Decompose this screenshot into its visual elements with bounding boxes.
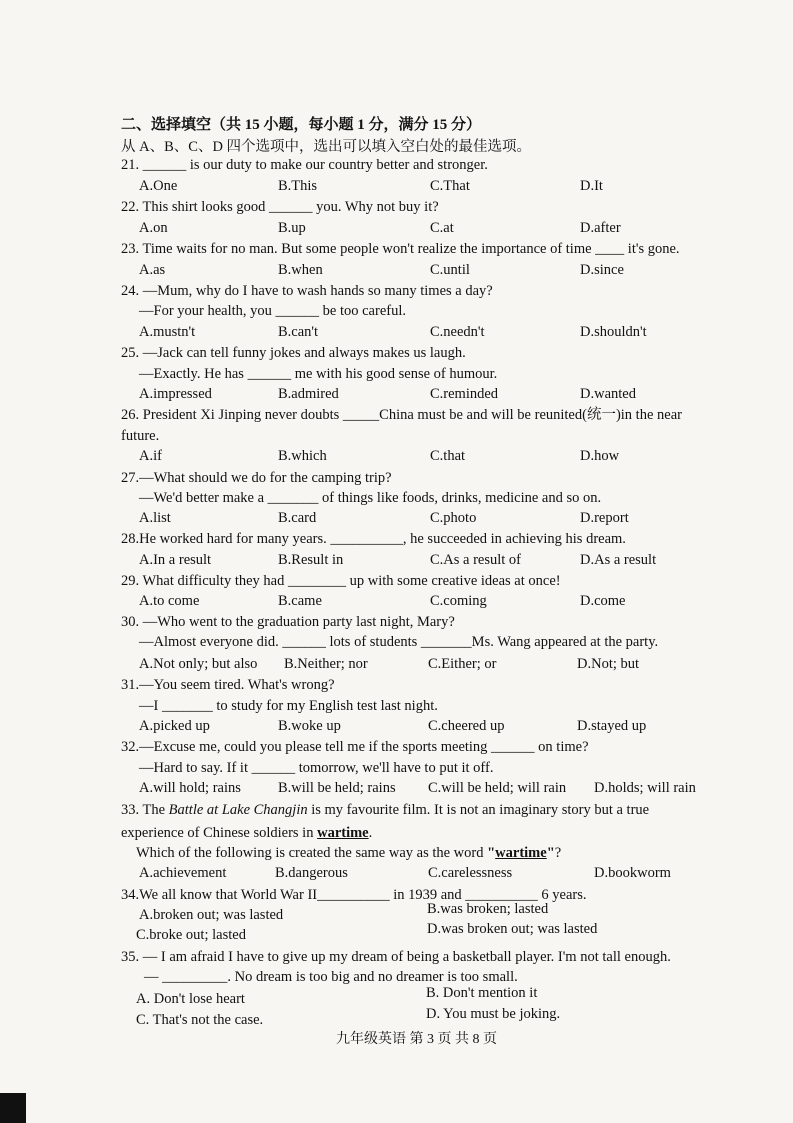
option-c: C.until — [430, 262, 470, 278]
option-a: A.on — [139, 220, 168, 236]
option-d: D.stayed up — [577, 718, 647, 734]
option-d: D.was broken out; was lasted — [427, 921, 598, 937]
option-a: A.One — [139, 178, 178, 194]
option-c: C.that — [430, 448, 466, 464]
option-d: D.come — [580, 593, 626, 609]
option-d: D.after — [580, 220, 621, 236]
option-b: B.Result in — [278, 552, 344, 568]
question-31-reply: —I _______ to study for my English test last night. — [139, 698, 438, 714]
section-instruction: 从 A、B、C、D 四个选项中，选出可以填入空白处的最佳选项。 — [121, 139, 532, 155]
option-c: C.needn't — [430, 324, 485, 340]
page-footer: 九年级英语 第 3 页 共 8 页 — [336, 1032, 497, 1047]
question-24: 24. —Mum, why do I have to wash hands so many times a day? — [121, 283, 493, 299]
option-d: D.report — [580, 510, 629, 526]
highlight-word: wartime — [317, 825, 369, 841]
question-22: 22. This shirt looks good ______ you. Why not buy it? — [121, 199, 439, 215]
option-a: A.if — [139, 448, 162, 464]
option-a: A.to come — [139, 593, 200, 609]
option-b: B.This — [278, 178, 318, 194]
question-29: 29. What difficulty they had ________ up with some creative ideas at once! — [121, 573, 561, 589]
question-27-reply: —We'd better make a _______ of things like foods, drinks, medicine and so on. — [139, 490, 602, 506]
options-32 — [139, 779, 719, 797]
options-23 — [139, 261, 719, 279]
options-33 — [139, 864, 719, 882]
option-c: C.coming — [430, 593, 487, 609]
option-a: A.list — [139, 510, 171, 526]
question-24-reply: —For your health, you ______ be too careful. — [139, 303, 406, 319]
film-title: Battle at Lake Changjin — [168, 802, 308, 818]
option-a: A.Not only; but also — [139, 656, 258, 672]
question-30: 30. —Who went to the graduation party last night, Mary? — [121, 614, 455, 630]
question-25-reply: —Exactly. He has ______ me with his good sense of humour. — [139, 366, 498, 382]
option-b: B.admired — [278, 386, 339, 402]
question-23: 23. Time waits for no man. But some people won't realize the importance of time ____ it's gone. — [121, 241, 680, 257]
option-b: B.can't — [278, 324, 319, 340]
option-d: D.shouldn't — [580, 324, 647, 340]
option-c: C.will be held; will rain — [428, 780, 567, 796]
question-28: 28.He worked hard for many years. __________, he succeeded in achieving his dream. — [121, 531, 626, 547]
options-35 — [136, 985, 719, 1030]
option-d: D.since — [580, 262, 624, 278]
option-d: D.bookworm — [594, 865, 671, 881]
option-a: A.picked up — [139, 718, 210, 734]
option-b: B.woke up — [278, 718, 341, 734]
option-a: A.will hold; rains — [139, 780, 241, 796]
scan-corner-mark — [0, 1093, 26, 1123]
option-d: D.Not; but — [577, 656, 640, 672]
question-30-reply: —Almost everyone did. ______ lots of students _______Ms. Wang appeared at the party. — [139, 634, 659, 650]
option-b: B.card — [278, 510, 317, 526]
question-33-prompt: Which of the following is created the same way as the word "wartime"? — [136, 845, 562, 861]
question-26: 26. President Xi Jinping never doubts _____China must be and will be reunited(统一)in the near — [121, 407, 682, 423]
option-b: B.when — [278, 262, 323, 278]
question-31: 31.—You seem tired. What's wrong? — [121, 677, 335, 693]
question-33: 33. The Battle at Lake Changjin is my favourite film. It is not an imaginary story but a true — [121, 802, 650, 818]
option-b: B.will be held; rains — [278, 780, 396, 796]
options-22 — [139, 219, 719, 237]
option-b: B.was broken; lasted — [427, 901, 549, 917]
option-b: B. Don't mention it — [426, 985, 538, 1001]
question-26-cont: future. — [121, 428, 160, 444]
question-34: 34.We all know that World War II__________ in 1939 and __________ 6 years. — [121, 887, 587, 903]
option-b: B.Neither; nor — [284, 656, 368, 672]
option-b: B.dangerous — [275, 865, 348, 881]
options-28 — [139, 551, 719, 569]
section-title: 二、选择填空（共 15 小题，每小题 1 分，满分 15 分） — [121, 117, 482, 133]
options-25 — [139, 385, 719, 403]
option-c: C.reminded — [430, 386, 499, 402]
options-34 — [136, 901, 719, 944]
question-21: 21. ______ is our duty to make our country better and stronger. — [121, 157, 488, 173]
option-c: C.Either; or — [428, 656, 497, 672]
option-b: B.came — [278, 593, 322, 609]
option-a: A.mustn't — [139, 324, 196, 340]
option-c: C.That — [430, 178, 470, 194]
option-a: A.as — [139, 262, 166, 278]
option-a: A. Don't lose heart — [136, 991, 245, 1007]
question-33-cont: experience of Chinese soldiers in wartime. — [121, 825, 373, 841]
option-d: D.holds; will rain — [594, 780, 696, 796]
question-32-reply: —Hard to say. If it ______ tomorrow, we'll have to put it off. — [139, 760, 494, 776]
options-30 — [139, 655, 719, 673]
option-c: C.broke out; lasted — [136, 927, 246, 943]
option-d: D.As a result — [580, 552, 657, 568]
question-27: 27.—What should we do for the camping trip? — [121, 470, 392, 486]
options-24 — [139, 323, 719, 341]
option-c: C.cheered up — [428, 718, 505, 734]
options-27 — [139, 509, 719, 527]
option-d: D.how — [580, 448, 620, 464]
option-d: D. You must be joking. — [426, 1006, 561, 1022]
question-25: 25. —Jack can tell funny jokes and always makes us laugh. — [121, 345, 466, 361]
option-a: A.impressed — [139, 386, 212, 402]
option-b: B.up — [278, 220, 306, 236]
option-a: A.achievement — [139, 865, 227, 881]
options-26 — [139, 447, 719, 465]
option-d: D.It — [580, 178, 603, 194]
option-c: C. That's not the case. — [136, 1012, 264, 1028]
question-32: 32.—Excuse me, could you please tell me if the sports meeting ______ on time? — [121, 739, 589, 755]
question-35: 35. — I am afraid I have to give up my dream of being a basketball player. I'm not tall enough. — [121, 949, 671, 965]
option-a: A.broken out; was lasted — [139, 907, 284, 923]
option-a: A.In a result — [139, 552, 212, 568]
options-31 — [139, 717, 719, 735]
option-d: D.wanted — [580, 386, 636, 402]
options-29 — [139, 592, 719, 610]
option-c: C.As a result of — [430, 552, 522, 568]
question-35-reply: — _________. No dream is too big and no dreamer is too small. — [144, 969, 518, 985]
option-b: B.which — [278, 448, 327, 464]
option-c: C.at — [430, 220, 454, 236]
option-c: C.photo — [430, 510, 477, 526]
option-c: C.carelessness — [428, 865, 513, 881]
options-21 — [139, 177, 719, 195]
